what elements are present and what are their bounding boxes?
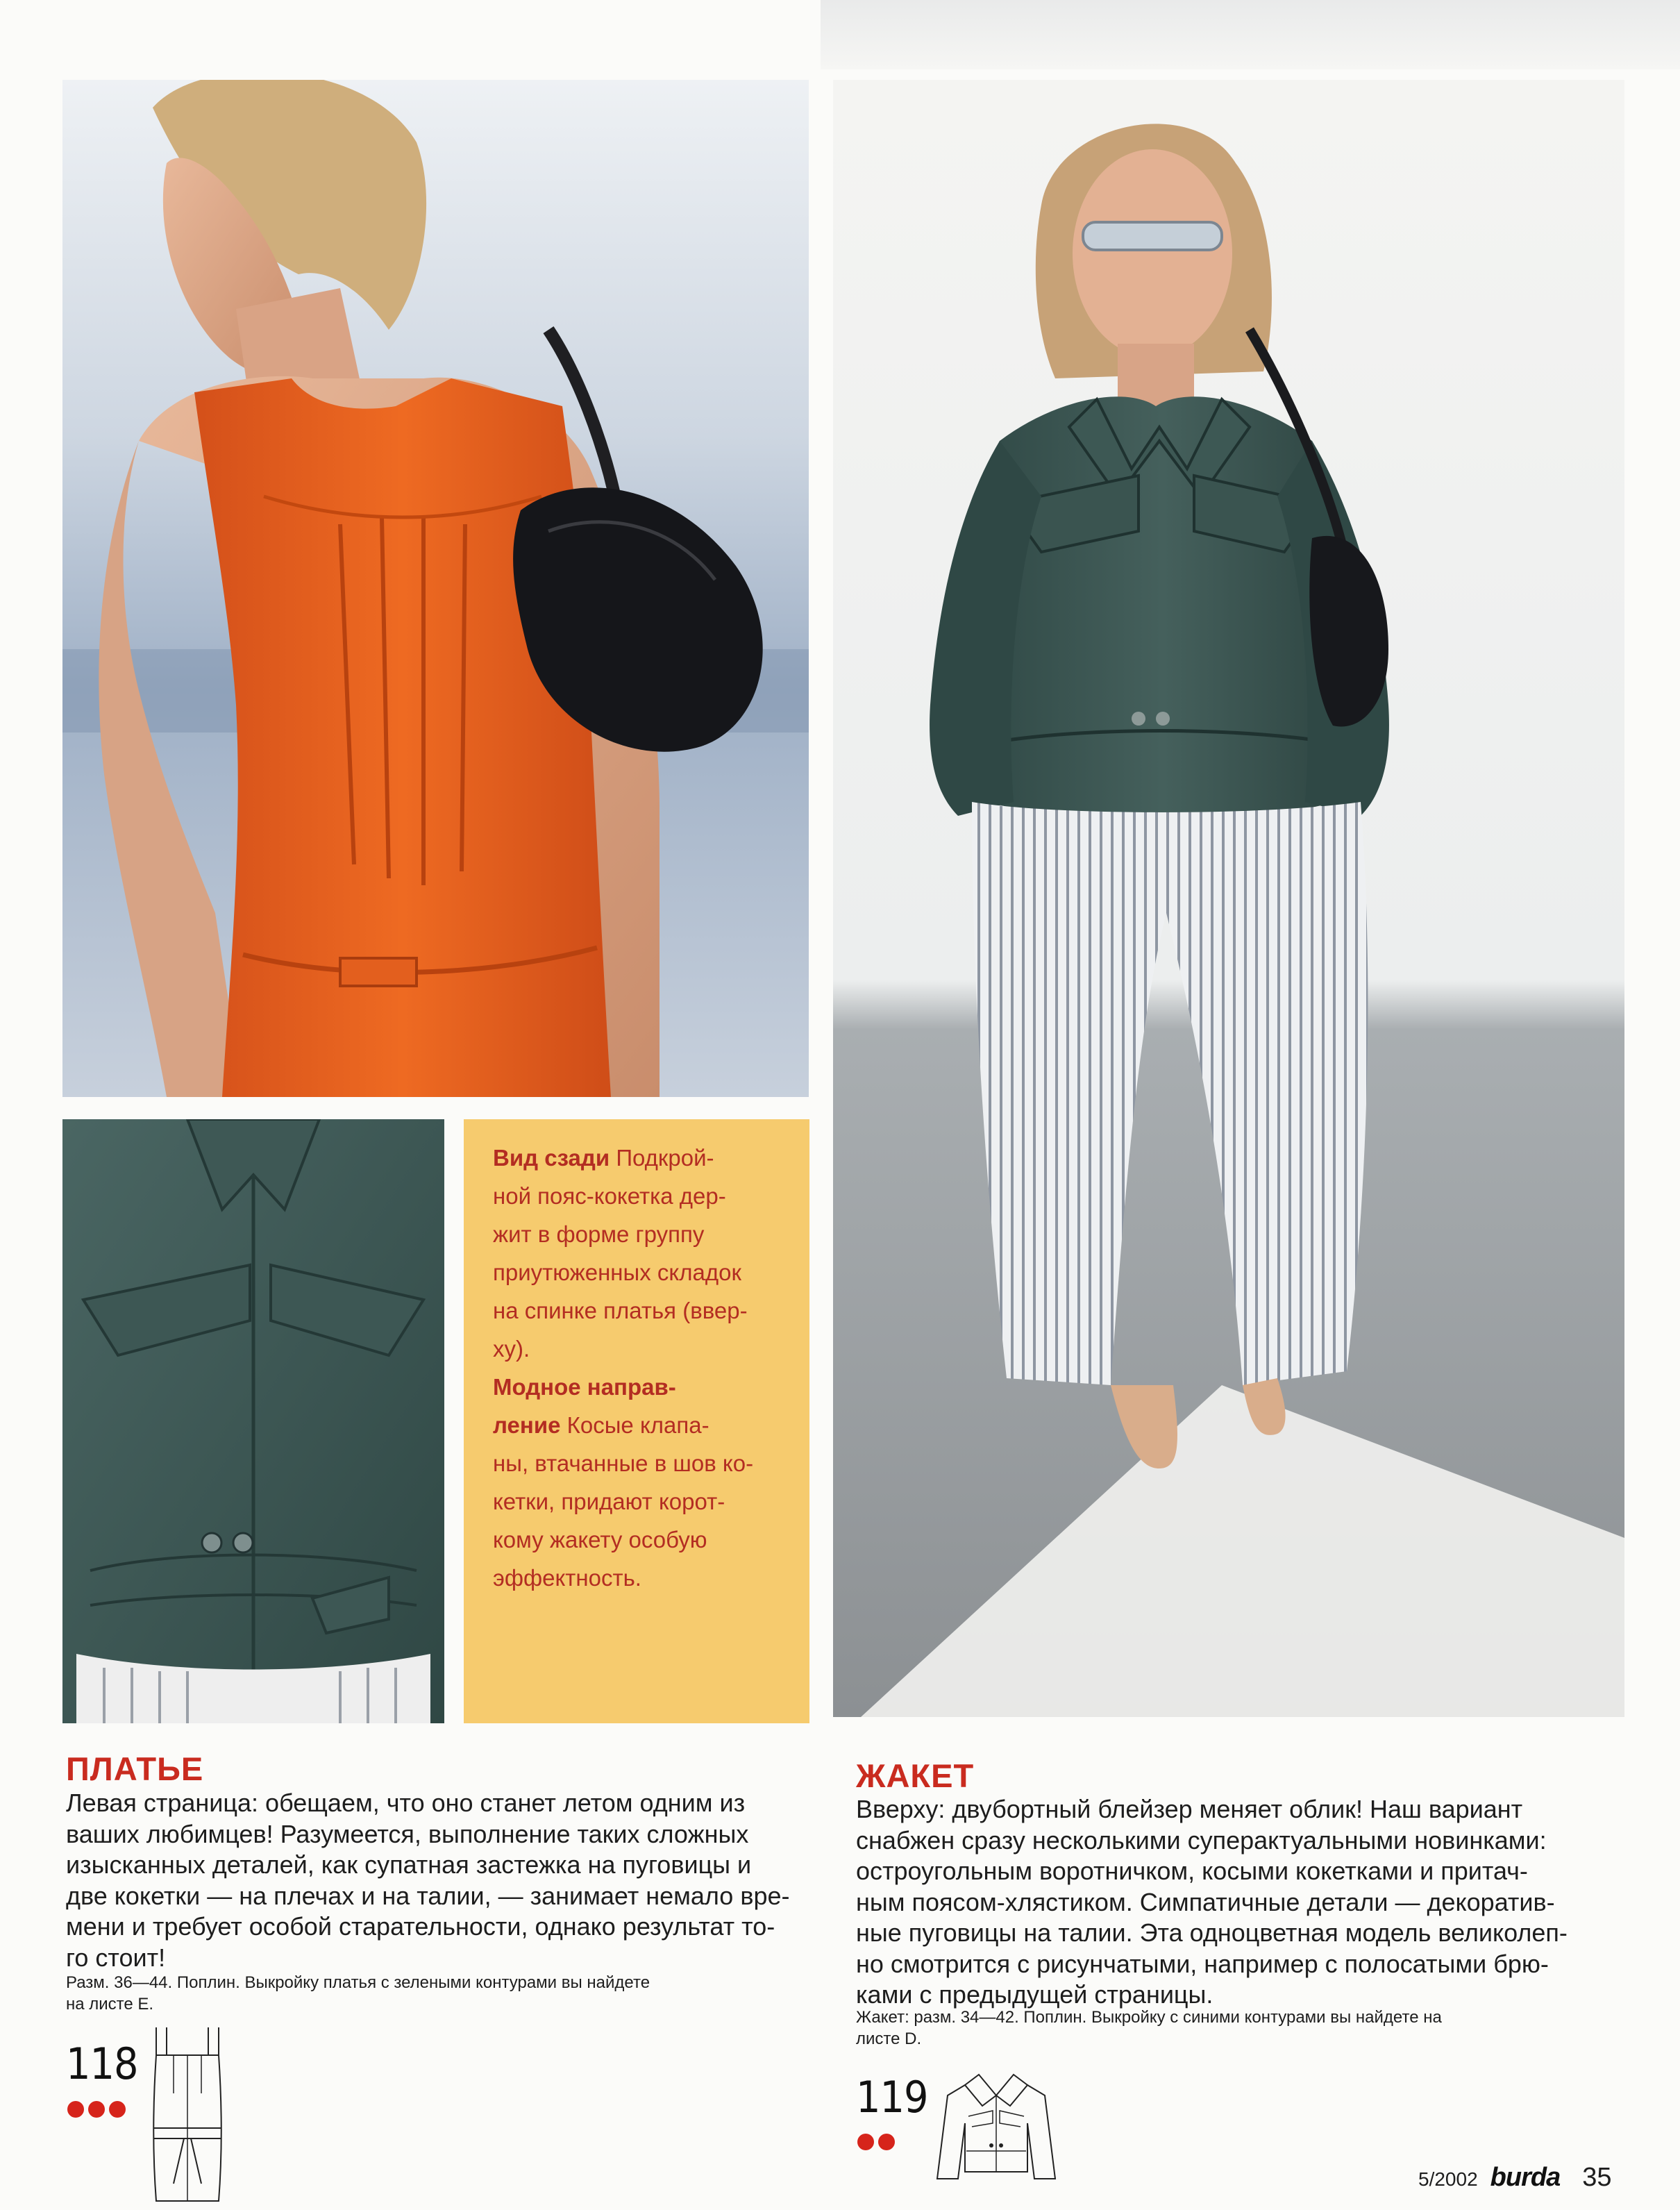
difficulty-dots — [67, 2101, 126, 2118]
background-strip — [821, 0, 1680, 69]
caption-trend-title-cont: ление — [493, 1412, 561, 1438]
text-line: ным поясом-хлястиком. Симпатичные детали — декоратив- — [856, 1887, 1555, 1916]
text-line: Разм. 36—44. Поплин. Выкройку платья с зелеными контурами вы найдете — [66, 1973, 650, 1992]
dress-description — [66, 1788, 816, 1973]
text-line: две кокетки — на плечах и на талии, — занимает немало вре- — [66, 1881, 790, 1910]
page-footer — [1418, 2163, 1611, 2193]
text-line: остроугольным воротничком, косыми кокетками и притач- — [856, 1857, 1528, 1885]
caption-line: ху). — [493, 1336, 530, 1362]
jacket-sketch-icon — [930, 2068, 1062, 2186]
text-line: го стоит! — [66, 1943, 166, 1972]
text-line: Жакет: разм. 34—42. Поплин. Выкройку с синими контурами вы найдете на — [856, 2008, 1442, 2027]
jacket-sizes-note — [856, 2007, 1627, 2050]
dress-heading: ПЛАТЬЕ — [66, 1750, 204, 1787]
text-line: Вверху: двубортный блейзер меняет облик! Наш вариант — [856, 1795, 1523, 1823]
caption-line: жит в форме группу — [493, 1221, 705, 1247]
caption-line: на спинке платья (ввер- — [493, 1298, 748, 1323]
dress-sizes-note — [66, 1972, 816, 2015]
text-line: изысканных деталей, как супатная застежка на пуговицы и — [66, 1850, 752, 1879]
caption-line: кому жакету особую — [493, 1527, 707, 1552]
text-line: мени и требует особой старательности, однако результат то- — [66, 1912, 775, 1941]
caption-line: кетки, придают корот- — [493, 1489, 725, 1514]
caption-line: приутюженных складок — [493, 1259, 741, 1285]
dress-back-photo — [62, 80, 809, 1097]
caption-fashion-trend — [493, 1368, 780, 1597]
jacket-heading: ЖАКЕТ — [856, 1757, 975, 1794]
text-line: но смотрится с рисунчатыми, например с полосатыми брю- — [856, 1949, 1549, 1978]
text-line: ками с предыдущей страницы. — [856, 1980, 1213, 2009]
dress-model-number: 118 — [66, 2039, 138, 2089]
difficulty-dot — [109, 2101, 126, 2118]
caption-line: Косые клапа- — [560, 1412, 709, 1438]
text-line: листе D. — [856, 2029, 922, 2048]
difficulty-dot — [88, 2101, 105, 2118]
jacket-model-photo — [833, 80, 1624, 1717]
caption-trend-title: Модное направ- — [493, 1374, 676, 1400]
text-line: ные пуговицы на талии. Эта одноцветная модель великолеп- — [856, 1918, 1568, 1947]
text-line: на листе E. — [66, 1995, 154, 2014]
difficulty-dot — [857, 2134, 874, 2150]
issue-number: 5/2002 — [1418, 2168, 1478, 2190]
text-line: снабжен сразу несколькими суперактуальными новинками: — [856, 1825, 1547, 1855]
dress-sketch-icon — [146, 2024, 229, 2208]
caption-line: ной пояс-кокетка дер- — [493, 1183, 726, 1209]
caption-line: эффектность. — [493, 1565, 641, 1591]
caption-box — [464, 1119, 809, 1723]
caption-line: Подкрой- — [610, 1145, 714, 1171]
caption-line: ны, втачанные в шов ко- — [493, 1450, 754, 1476]
text-line: Левая страница: обещаем, что оно станет летом одним из — [66, 1789, 746, 1817]
jacket-model-number: 119 — [856, 2072, 928, 2123]
caption-back-view-title: Вид сзади — [493, 1145, 610, 1171]
difficulty-dot — [878, 2134, 895, 2150]
difficulty-dots — [857, 2134, 895, 2150]
page-number: 35 — [1582, 2163, 1612, 2192]
difficulty-dot — [67, 2101, 84, 2118]
text-line: ваших любимцев! Разумеется, выполнение таких сложных — [66, 1819, 749, 1848]
jacket-description — [856, 1794, 1627, 2011]
brand-logo: burda — [1490, 2163, 1561, 2192]
caption-back-view — [493, 1139, 780, 1368]
jacket-detail-photo — [62, 1119, 444, 1723]
